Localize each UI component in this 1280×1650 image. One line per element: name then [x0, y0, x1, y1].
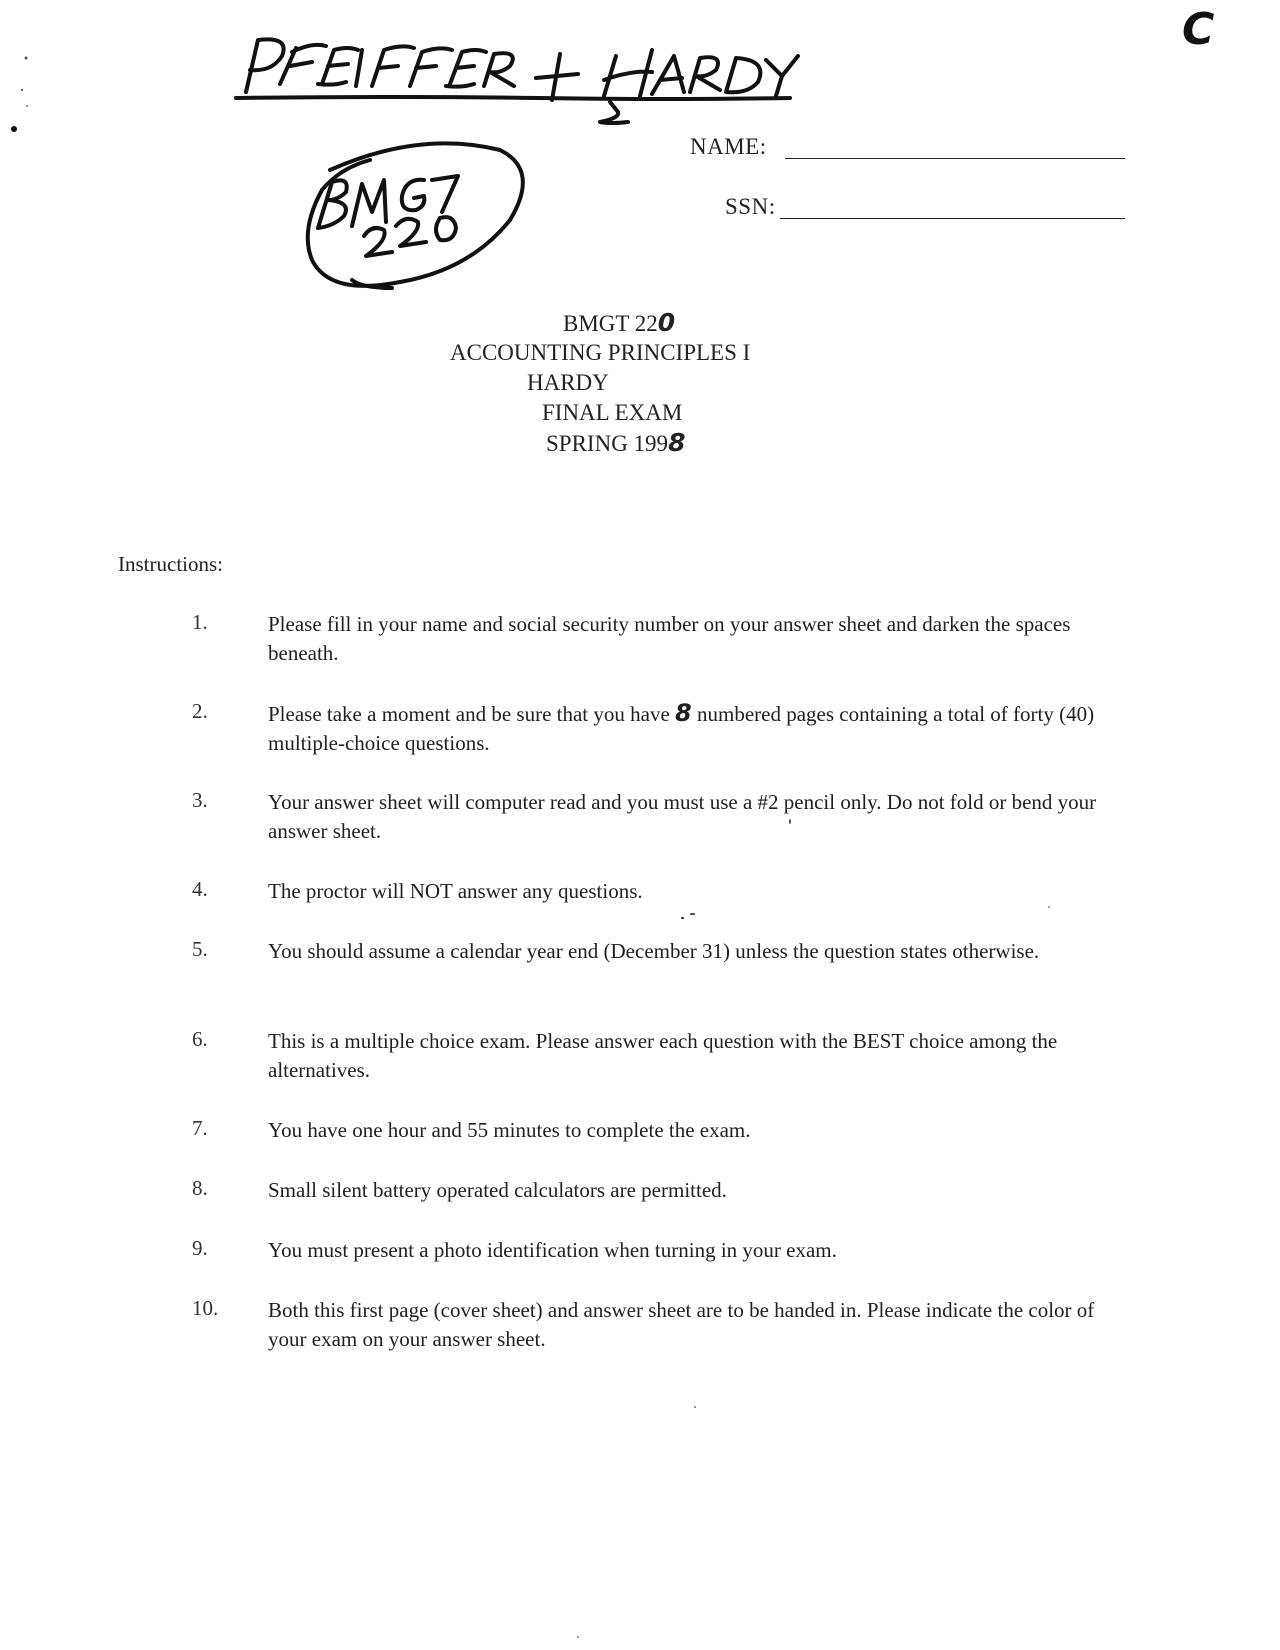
ssn-label: SSN:: [725, 194, 776, 219]
instruction-text: The proctor will NOT answer any questions.: [268, 879, 643, 903]
instruction-number: 5.: [192, 937, 208, 961]
instruction-number: 9.: [192, 1236, 208, 1260]
instruction-text: You have one hour and 55 minutes to complete the exam.: [268, 1118, 751, 1142]
instruction-text: Your answer sheet will computer read and you must use a #2 pencil only. Do not fold or bend your answer sheet.: [268, 790, 1097, 843]
course-code: [563, 308, 675, 339]
instruction-text: [268, 699, 1118, 758]
course-code-handwritten-digit: 0: [657, 308, 676, 337]
course-code-prefix: BMGT 22: [563, 311, 658, 336]
instruction-number: 1.: [192, 610, 208, 634]
term-prefix: SPRING 199: [546, 431, 669, 456]
handwritten-page-count: 8: [675, 699, 692, 727]
instructor-name: HARDY: [527, 370, 609, 395]
corner-mark: [1182, 4, 1214, 55]
ssn-field-row: [725, 194, 776, 220]
instruction-text: Small silent battery operated calculators are permitted.: [268, 1178, 727, 1202]
scan-speck: [1048, 906, 1050, 908]
name-label: NAME:: [690, 134, 767, 159]
scan-speck: [690, 913, 695, 915]
course-name: ACCOUNTING PRINCIPLES I: [450, 340, 751, 365]
instruction-text: Please fill in your name and social security number on your answer sheet and darken the spaces beneath.: [268, 612, 1071, 665]
scan-speck: [694, 1406, 696, 1408]
ssn-field-line[interactable]: [780, 218, 1125, 219]
instruction-text: Both this first page (cover sheet) and answer sheet are to be handed in. Please indicate the color of your exam on your answer sheet.: [268, 1298, 1095, 1351]
instruction-number: 6.: [192, 1027, 208, 1051]
instruction-number: 10.: [192, 1296, 219, 1320]
exam-term: [546, 428, 685, 459]
instruction-number: 7.: [192, 1116, 208, 1140]
name-field-line[interactable]: [785, 158, 1125, 159]
handwritten-names: [236, 39, 798, 123]
instruction-text-after: numbered pages containing a total of forty (40) multiple-choice questions.: [268, 702, 1095, 755]
instruction-text: You should assume a calendar year end (December 31) unless the question states otherwise.: [268, 939, 1040, 963]
instruction-text: This is a multiple choice exam. Please answer each question with the BEST choice among the alternatives.: [268, 1029, 1058, 1082]
corner-mark-text: C: [1182, 4, 1215, 55]
instruction-number: 2.: [192, 699, 208, 723]
scan-speck: [681, 917, 684, 919]
instructions-heading: Instructions:: [118, 552, 223, 576]
term-handwritten-digit: 8: [668, 428, 686, 457]
exam-name: FINAL EXAM: [542, 400, 683, 425]
instruction-number: 8.: [192, 1176, 208, 1200]
instruction-text: You must present a photo identification when turning in your exam.: [268, 1238, 837, 1262]
instruction-text-before: Please take a moment and be sure that you have: [268, 702, 676, 726]
scan-speck: [789, 819, 791, 824]
instruction-number: 3.: [192, 788, 208, 812]
handwritten-annotations: [0, 0, 1280, 320]
scan-speck: [577, 1636, 579, 1638]
name-field-row: [690, 134, 767, 160]
instruction-number: 4.: [192, 877, 208, 901]
handwritten-course-note: [308, 143, 523, 288]
